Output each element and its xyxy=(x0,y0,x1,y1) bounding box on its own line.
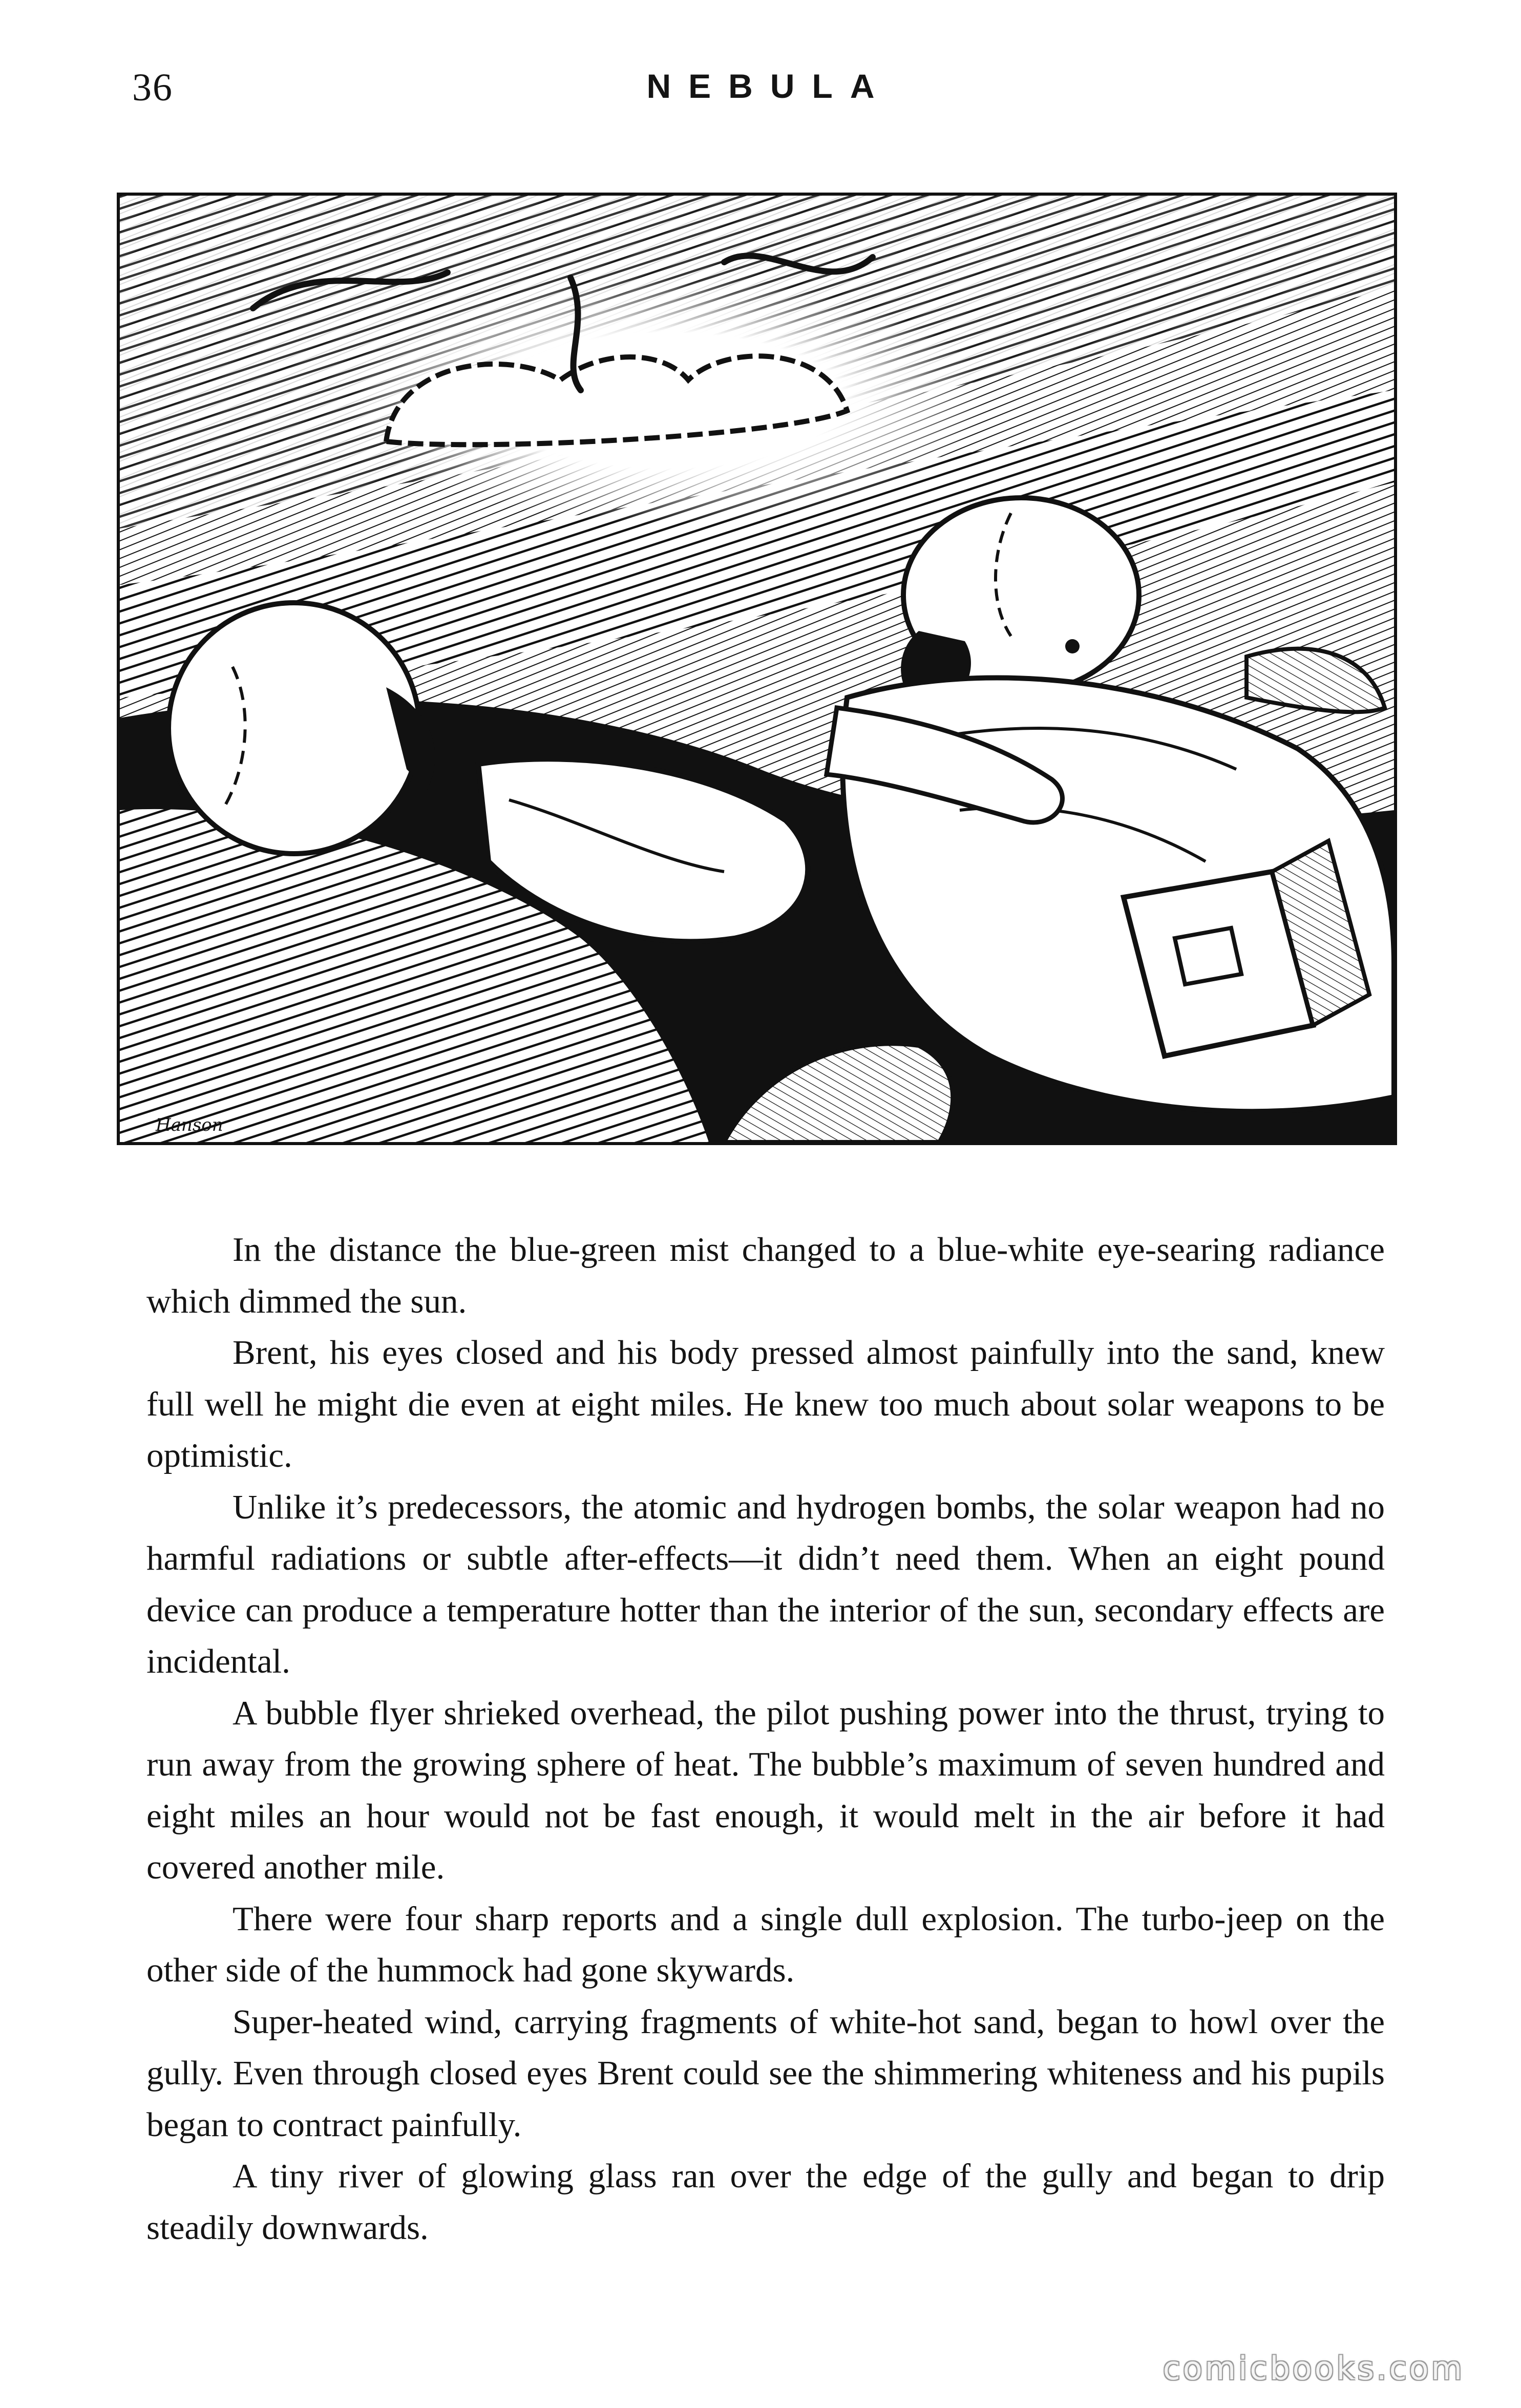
paragraph: There were four sharp reports and a single dull explosion. The turbo-jeep on the other side of the hummock had gone skywards. xyxy=(146,1899,1385,1989)
left-figure-helmet xyxy=(168,603,419,854)
paragraph: A tiny river of glowing glass ran over the edge of the gully and began to drip steadily downwards. xyxy=(146,2157,1385,2247)
story-illustration xyxy=(117,193,1397,1145)
paragraph: A bubble flyer shrieked overhead, the pilot pushing power into the thrust, trying to run away from the growing sphere of heat. The bubble’s maximum of seven hundred and eight miles an hour would not be fast enough, it would melt in the air before it had covered another mile. xyxy=(146,1694,1385,1886)
paragraph: Brent, his eyes closed and his body pressed almost painfully into the sand, knew full well he might die even at eight miles. He knew too much about solar weapons to be optimistic. xyxy=(146,1334,1385,1474)
running-head-title: NEBULA xyxy=(646,67,892,105)
paragraph: In the distance the blue-green mist changed to a blue-white eye-searing radiance which dimmed the sun. xyxy=(146,1231,1385,1320)
page-number: 36 xyxy=(132,66,173,109)
site-watermark: comicbooks.com xyxy=(1163,2350,1465,2387)
artist-signature: Hanson xyxy=(156,1115,223,1135)
paragraph: Unlike it’s predecessors, the atomic and hydrogen bombs, the solar weapon had no harmful radiations or subtle after-effects—it didn’t need them. When an eight pound device can produce a temperature hotter than the interior of the sun, secondary effects are incidental. xyxy=(146,1488,1385,1680)
paragraph: Super-heated wind, carrying fragments of white-hot sand, began to howl over the gully. Even through closed eyes Brent could see the shimmering whiteness and his pupils began to contract painfully. xyxy=(146,2002,1385,2144)
story-text xyxy=(146,1224,1385,2253)
